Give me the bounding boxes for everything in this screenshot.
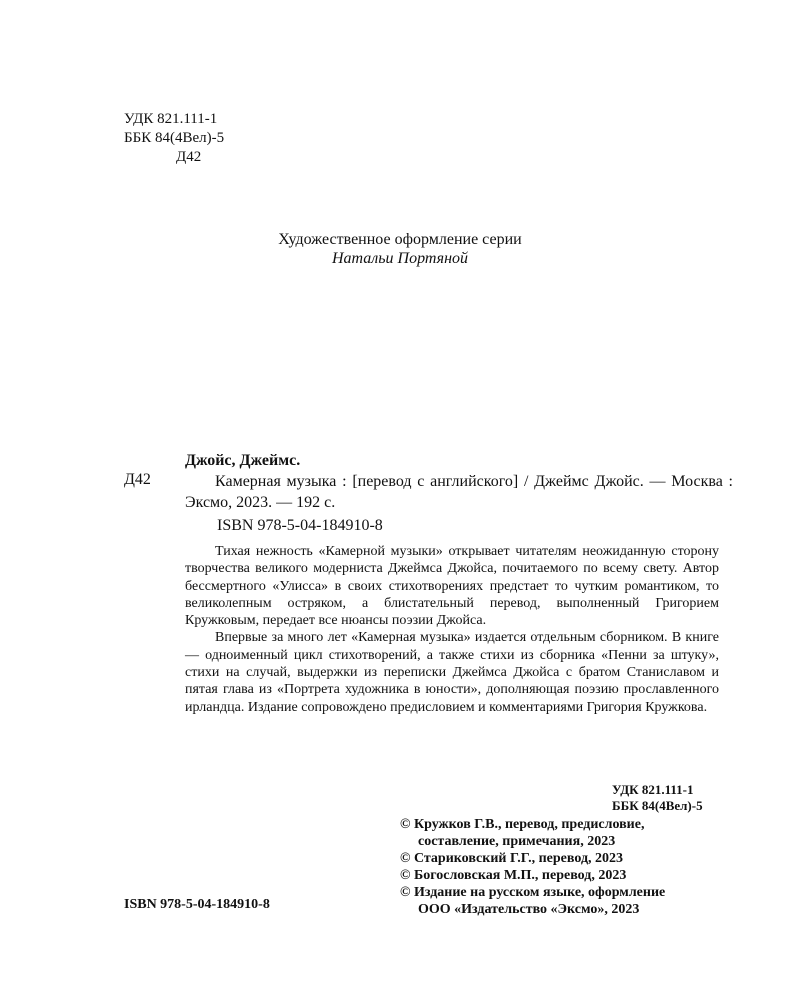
copyright-line-4-cont: ООО «Издательство «Эксмо», 2023 bbox=[418, 902, 640, 917]
copyright-line-4: © Издание на русском языке, оформление bbox=[400, 885, 666, 900]
copyright-line-2: © Стариковский Г.Г., перевод, 2023 bbox=[400, 851, 624, 866]
catalog-description-text: Камерная музыка : [перевод с английского] / Джеймс Джойс. — Москва : Эксмо, 2023. — 192 с. bbox=[185, 473, 733, 511]
design-credit-label: Художественное оформление серии bbox=[278, 231, 522, 248]
classification-codes-right bbox=[612, 782, 703, 814]
isbn-bottom: ISBN 978-5-04-184910-8 bbox=[124, 897, 270, 912]
bbk-code: ББК 84(4Вел)-5 bbox=[124, 130, 225, 146]
annotation-paragraph-1: Тихая нежность «Камерной музыки» открывает читателям неожиданную сторону творчества великого модерниста Джеймса Джойса, почитаемого по всему свету. Автор бессмертного «Улисса» в своих стихотворениях предстает то чутким романтиком, то великолепным остряком, а блистательный перевод, выполненный Григорием Кружковым, передает все нюансы поэзии Джойса. bbox=[185, 544, 719, 629]
catalog-author: Джойс, Джеймс. bbox=[185, 452, 301, 469]
bbk-code-right: ББК 84(4Вел)-5 bbox=[612, 798, 703, 813]
catalog-description bbox=[185, 471, 733, 513]
catalog-cipher: Д42 bbox=[124, 471, 151, 488]
annotation bbox=[185, 543, 719, 716]
designer-name: Натальи Портяной bbox=[331, 250, 469, 267]
copyright-block bbox=[400, 816, 730, 918]
copyright-line-1: © Кружков Г.В., перевод, предисловие, bbox=[400, 817, 645, 832]
classification-codes bbox=[124, 110, 224, 167]
catalog-isbn: ISBN 978-5-04-184910-8 bbox=[217, 517, 383, 534]
udk-code: УДК 821.111-1 bbox=[124, 111, 218, 127]
copyright-line-1-cont: составление, примечания, 2023 bbox=[418, 834, 616, 849]
author-cipher: Д42 bbox=[176, 149, 202, 165]
annotation-paragraph-2: Впервые за много лет «Камерная музыка» издается отдельным сборником. В книге — одноименный цикл стихотворений, а также стихи из сборника «Пенни за штуку», стихи на случай, выдержки из переписки Джеймса Джойса с братом Станиславом и пятая глава из «Портрета художника в юности», дополняющая поэзию прославленного ирландца. Издание сопровождено предисловием и комментариями Григория Кружкова. bbox=[185, 630, 719, 715]
udk-code-right: УДК 821.111-1 bbox=[612, 782, 694, 797]
design-credit bbox=[0, 230, 800, 268]
copyright-line-3: © Богословская М.П., перевод, 2023 bbox=[400, 868, 627, 883]
